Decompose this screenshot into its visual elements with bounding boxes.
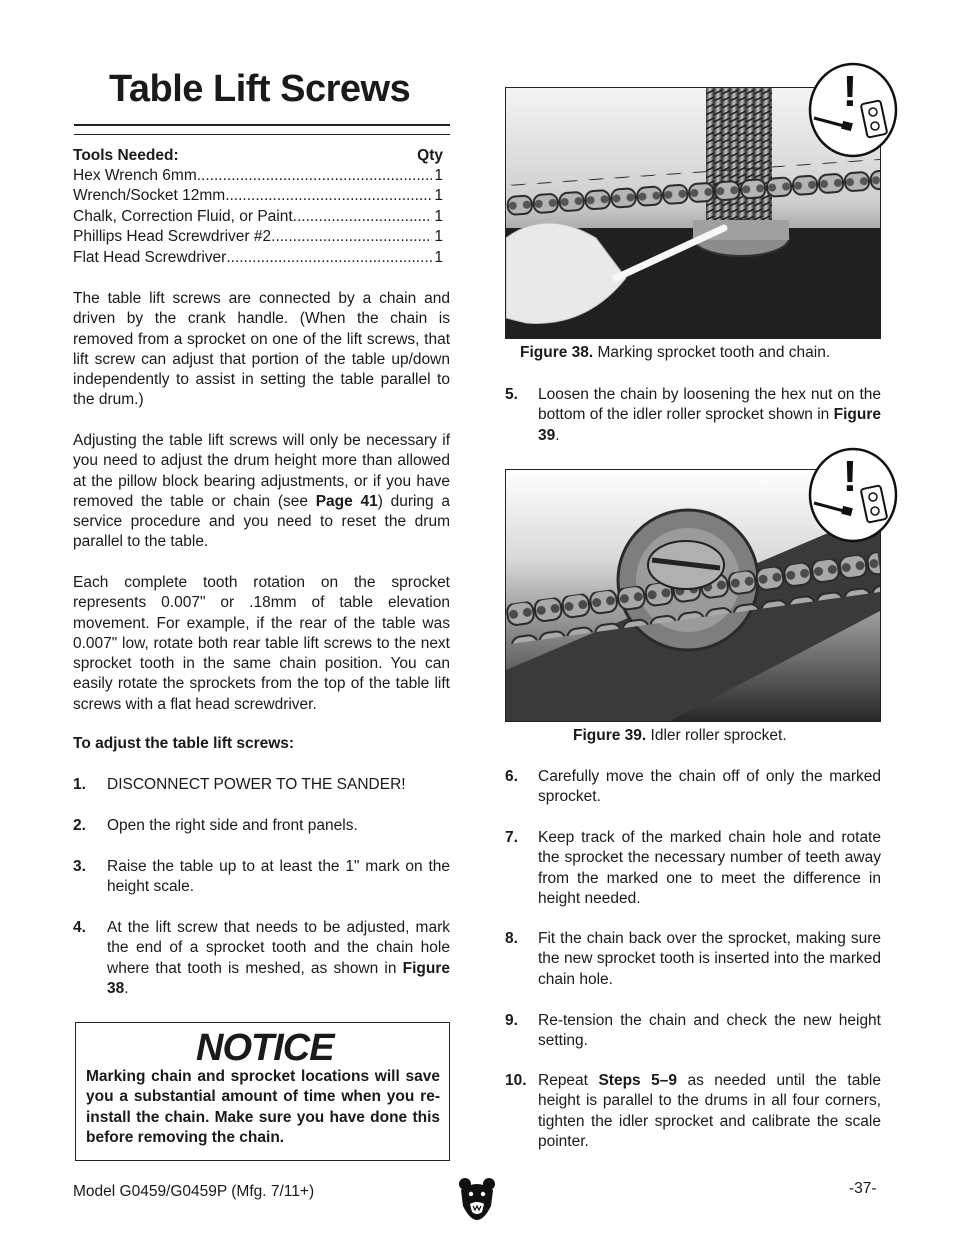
step-number: 7. — [505, 829, 518, 846]
step-number: 5. — [505, 386, 518, 403]
step-number: 9. — [505, 1012, 518, 1029]
step-number: 6. — [505, 768, 518, 785]
step-text-a: Repeat — [538, 1072, 599, 1089]
title-rule-bottom — [74, 134, 450, 135]
figure-38-caption — [520, 344, 830, 362]
step-text: DISCONNECT POWER TO THE SANDER! — [107, 776, 406, 793]
steps-reference: Steps 5–9 — [598, 1072, 677, 1089]
page-number: -37- — [849, 1180, 877, 1197]
step-number: 4. — [73, 919, 86, 936]
step-number: 3. — [73, 858, 86, 875]
intro-paragraph-1: The table lift screws are connected by a chain and driven by the crank handle. (When the chain is removed from a sprocket on one of the lift screws, that lift screw can adjust that portion of the table up/down independently to assist in setting the table parallel to the drum.) — [73, 290, 450, 409]
unplug-warning-icon — [808, 62, 898, 158]
notice-box — [75, 1022, 450, 1161]
tool-name: Chalk, Correction Fluid, or Paint — [73, 207, 293, 225]
bear-logo-icon — [458, 1176, 496, 1220]
warning-exclamation: ! — [842, 452, 858, 501]
tool-name: Phillips Head Screwdriver #2 — [73, 228, 272, 246]
step-text — [107, 918, 450, 999]
step-number: 8. — [505, 930, 518, 947]
procedure-heading: To adjust the table lift screws: — [73, 735, 295, 752]
title-rule-top — [74, 124, 450, 126]
leader-dots — [271, 227, 432, 247]
intro-paragraph-2 — [73, 431, 450, 553]
tool-name: Hex Wrench 6mm — [73, 167, 197, 184]
tool-item — [73, 248, 443, 268]
notice-body: Marking chain and sprocket locations will save you a substantial amount of time when you re-install the chain. Make sure you have done this before removing the chain. — [86, 1068, 440, 1146]
step-text: Re-tension the chain and check the new height setting. — [538, 1012, 881, 1050]
leader-dots — [225, 186, 432, 206]
step-text: Open the right side and front panels. — [107, 817, 358, 834]
intro-paragraph-3: Each complete tooth rotation on the sprocket represents 0.007" or .18mm of table elevation movement. For example, if the rear of the table was 0.007" low, rotate both rear table lift screws to the next sprocket tooth in the same chain position. You can easily rotate the sprockets from the top of the table lift screws with a flat head screwdriver. — [73, 574, 450, 713]
tool-item — [73, 207, 443, 227]
leader-dots — [226, 248, 432, 268]
step-text: Keep track of the marked chain hole and rotate the sprocket the necessary number of teeth away from the marked one to meet the difference in height needed. — [538, 829, 881, 907]
page-reference: Page 41 — [315, 492, 378, 510]
figure-label: Figure 38. — [520, 344, 594, 361]
tool-name: Wrench/Socket 12mm — [73, 187, 226, 205]
tool-qty: 1 — [434, 187, 443, 205]
leader-dots — [293, 207, 433, 227]
tools-header — [73, 146, 443, 166]
figure-caption-text: Marking sprocket tooth and chain. — [593, 344, 831, 361]
tool-item — [73, 186, 443, 206]
footer-model: Model G0459/G0459P (Mfg. 7/11+) — [73, 1183, 315, 1200]
step-text — [538, 1071, 881, 1152]
tools-header-qty: Qty — [417, 147, 443, 164]
tools-header-label: Tools Needed: — [73, 147, 179, 164]
step-text: Fit the chain back over the sprocket, making sure the new sprocket tooth is inserted into the marked chain hole. — [538, 930, 881, 988]
step-text-a: At the lift screw that needs to be adjusted, mark the end of a sprocket tooth and the chain hole where that tooth is meshed, as shown in — [107, 919, 450, 977]
unplug-warning-icon — [808, 447, 898, 543]
step-text: Raise the table up to at least the 1" mark on the height scale. — [107, 858, 450, 896]
intro-p2-text-b: ) during a service procedure and you need to reset the drum parallel to the table. — [73, 492, 450, 551]
step-text-b: as needed until the table height is parallel to the drums in all four corners, tighten the idler sprocket and calibrate the scale pointer. — [538, 1072, 881, 1150]
notice-title: NOTICE — [196, 1027, 334, 1069]
warning-exclamation: ! — [842, 67, 858, 116]
figure-label: Figure 39. — [573, 727, 647, 744]
step-text-b: . — [555, 426, 560, 444]
tool-qty: 1 — [434, 228, 443, 246]
page-title: Table Lift Screws — [109, 68, 411, 110]
figure-reference: Figure 39 — [538, 406, 881, 444]
step-number: 2. — [73, 817, 86, 834]
tool-item — [73, 227, 443, 247]
step-number: 10. — [505, 1072, 527, 1089]
tool-qty: 1 — [434, 248, 443, 266]
step-text-b: . — [124, 979, 129, 997]
figure-39-caption — [573, 727, 787, 745]
tool-name: Flat Head Screwdriver — [73, 248, 227, 266]
step-text-a: Loosen the chain by loosening the hex nut on the bottom of the idler roller sprocket shown in — [538, 386, 881, 424]
leader-dots — [197, 166, 433, 186]
step-number: 1. — [73, 776, 86, 793]
figure-reference: Figure 38 — [107, 959, 450, 997]
tool-qty: 1 — [434, 207, 443, 225]
step-text — [538, 385, 881, 446]
tools-needed-table — [73, 146, 443, 268]
figure-caption-text: Idler roller sprocket. — [646, 727, 787, 744]
step-text: Carefully move the chain off of only the marked sprocket. — [538, 768, 881, 806]
tool-qty: 1 — [434, 167, 443, 184]
intro-p2-text-a: Adjusting the table lift screws will only be necessary if you need to adjust the drum height more than allowed at the pillow block bearing adjustments, or if you have removed the table or chain (see — [73, 432, 450, 510]
tool-item — [73, 166, 443, 186]
